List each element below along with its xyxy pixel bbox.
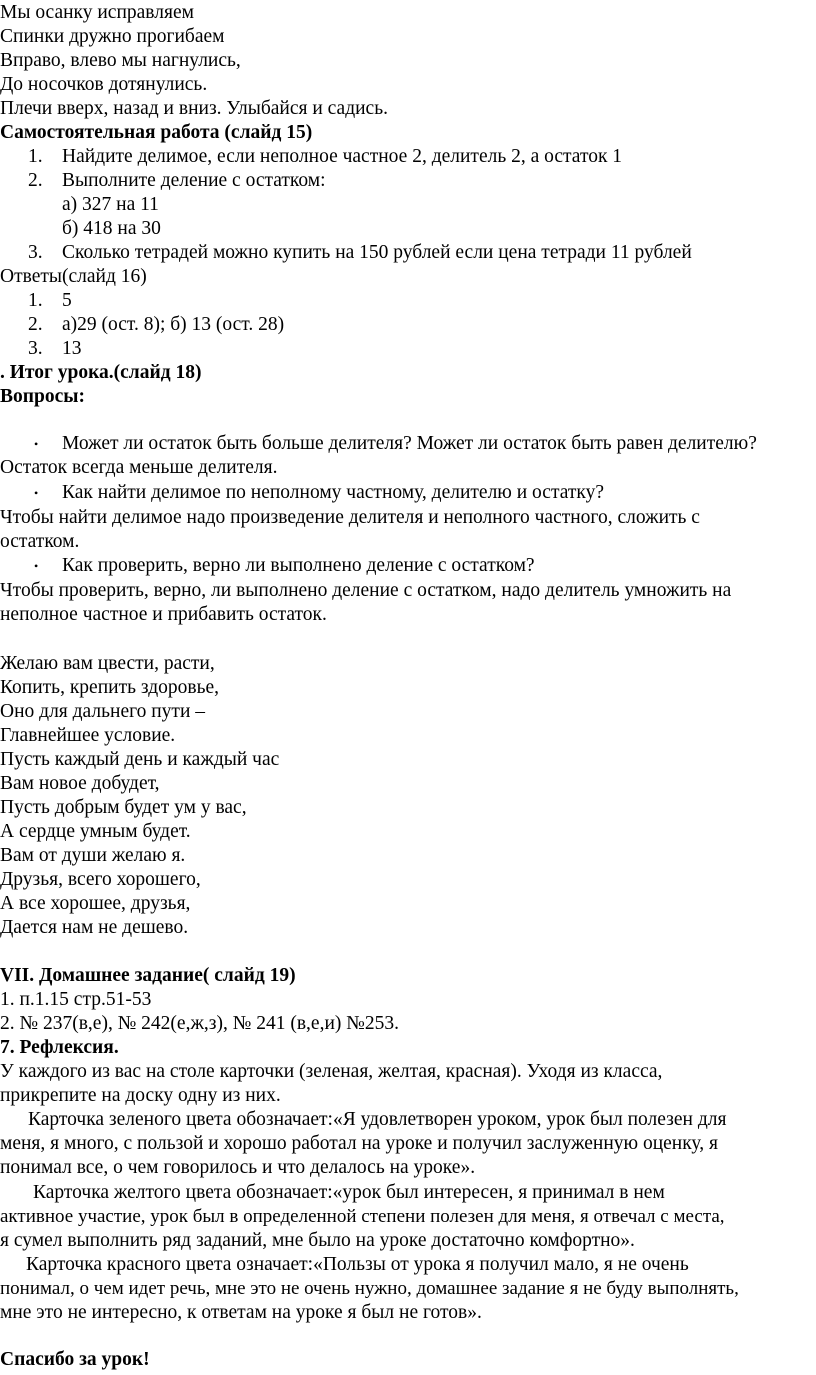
subtask-text: а) 327 на 11 (62, 194, 159, 215)
poem-line: Оно для дальнего пути – (0, 701, 206, 722)
green-card-text: меня, я много, с пользой и хорошо работал на уроке и получил заслуженную оценку, я (0, 1133, 718, 1154)
task-text: Выполните деление с остатком: (62, 170, 326, 191)
poem-line: Пусть добрым будет ум у вас, (0, 797, 247, 818)
answer-text: Остаток всегда меньше делителя. (0, 457, 278, 478)
yellow-card-text: я сумел выполнить ряд заданий, мне было на уроке достаточно комфортно». (0, 1230, 635, 1251)
answer-text: Чтобы найти делимое надо произведение делителя и неполного частного, сложить с (0, 507, 700, 528)
question-text: Как найти делимое по неполному частному, делителю и остатку? (62, 482, 604, 503)
homework-item: 1. п.1.15 стр.51-53 (0, 989, 152, 1010)
task-text: Сколько тетрадей можно купить на 150 рублей если цена тетради 11 рублей (62, 242, 692, 263)
answer-text: Чтобы проверить, верно, ли выполнено деление с остатком, надо делитель умножить на (0, 580, 732, 601)
reflection-heading: 7. Рефлексия. (0, 1037, 119, 1058)
poem-line: Мы осанку исправляем (0, 2, 194, 23)
poem-line: Копить, крепить здоровье, (0, 677, 220, 698)
reflection-text: У каждого из вас на столе карточки (зеленая, желтая, красная). Уходя из класса, (0, 1061, 663, 1082)
poem-line: А все хорошее, друзья, (0, 893, 191, 914)
poem-line: Дается нам не дешево. (0, 917, 189, 938)
yellow-card-text: Карточка желтого цвета обозначает:«урок был интересен, я принимал в нем (33, 1182, 665, 1203)
poem-line: Вам новое добудет, (0, 773, 160, 794)
bullet-icon: • (34, 486, 39, 500)
poem-line: Вправо, влево мы нагнулись, (0, 50, 241, 71)
poem-line: Спинки дружно прогибаем (0, 26, 225, 47)
task-number: 3. (28, 242, 43, 263)
yellow-card-text: активное участие, урок был в определенной степени полезен для меня, я отвечал с места, (0, 1206, 725, 1227)
question-text: Как проверить, верно ли выполнено деление с остатком? (62, 555, 535, 576)
answer-text: а)29 (ост. 8); б) 13 (ост. 28) (62, 314, 285, 335)
answer-text: остатком. (0, 531, 80, 552)
answer-number: 3. (28, 338, 43, 359)
poem-line: Плечи вверх, назад и вниз. Улыбайся и садись. (0, 98, 388, 119)
summary-heading: . Итог урока.(слайд 18) (0, 362, 202, 383)
answer-number: 1. (28, 290, 43, 311)
answer-text: 13 (62, 338, 82, 359)
task-text: Найдите делимое, если неполное частное 2, делитель 2, а остаток 1 (62, 146, 623, 167)
answer-number: 2. (28, 314, 43, 335)
answer-text: 5 (62, 290, 72, 311)
red-card-text: понимал, о чем идет речь, мне это не очень нужно, домашнее задание я не буду выполнять, (0, 1278, 739, 1299)
poem-line: Друзья, всего хорошего, (0, 869, 201, 890)
task-number: 1. (28, 146, 43, 167)
answers-heading: Ответы(слайд 16) (0, 266, 147, 287)
reflection-text: прикрепите на доску одну из них. (0, 1085, 281, 1106)
poem-line: Желаю вам цвести, расти, (0, 653, 215, 674)
bullet-icon: • (34, 559, 39, 573)
bullet-icon: • (34, 437, 39, 451)
red-card-text: мне это не интересно, к ответам на уроке я был не готов». (0, 1302, 482, 1323)
poem-line: Вам от души желаю я. (0, 845, 186, 866)
poem-line: Главнейшее условие. (0, 725, 176, 746)
subtask-text: б) 418 на 30 (62, 218, 161, 239)
homework-heading: VII. Домашнее задание( слайд 19) (0, 965, 296, 986)
red-card-text: Карточка красного цвета означает:«Пользы от урока я получил мало, я не очень (26, 1254, 689, 1275)
green-card-text: Карточка зеленого цвета обозначает:«Я удовлетворен уроком, урок был полезен для (28, 1109, 727, 1130)
answer-text: неполное частное и прибавить остаток. (0, 604, 327, 625)
poem-line: А сердце умным будет. (0, 821, 191, 842)
question-text: Может ли остаток быть больше делителя? Может ли остаток быть равен делителю? (62, 433, 757, 454)
homework-item: 2. № 237(в,е), № 242(е,ж,з), № 241 (в,е,и) №253. (0, 1013, 399, 1034)
closing-text: Спасибо за урок! (0, 1349, 150, 1370)
task-number: 2. (28, 170, 43, 191)
poem-line: Пусть каждый день и каждый час (0, 749, 280, 770)
poem-line: До носочков дотянулись. (0, 74, 208, 95)
self-work-heading: Самостоятельная работа (слайд 15) (0, 122, 313, 143)
questions-label: Вопросы: (0, 386, 85, 407)
green-card-text: понимал все, о чем говорилось и что делалось на уроке». (0, 1157, 476, 1178)
